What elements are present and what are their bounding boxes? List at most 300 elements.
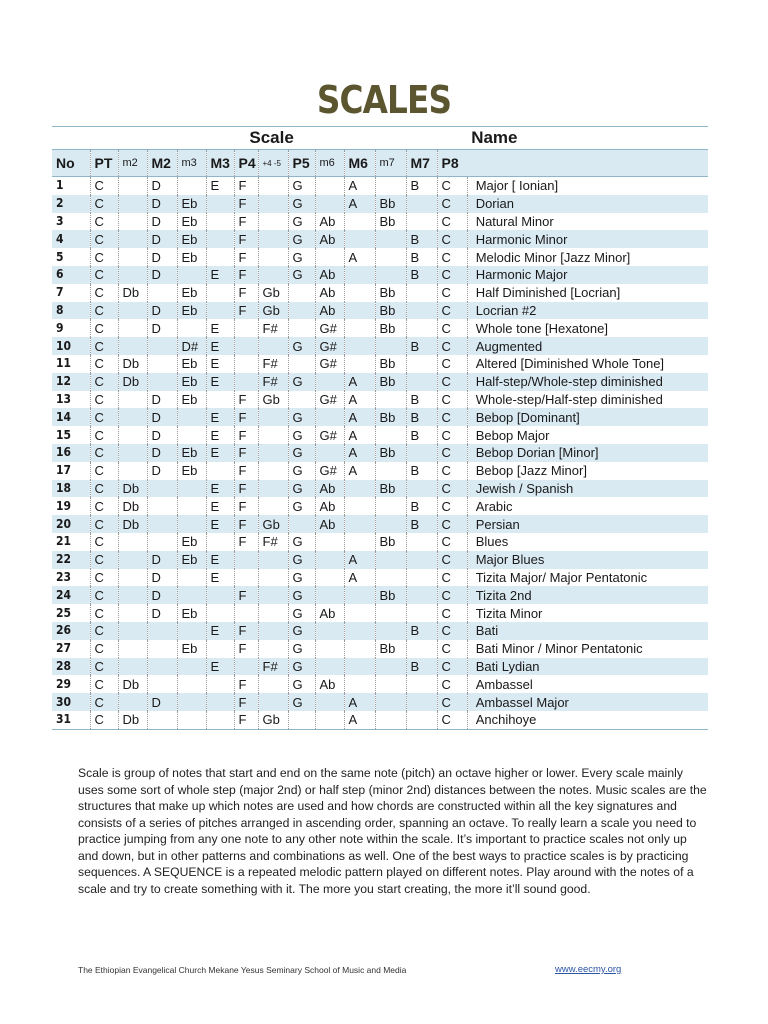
- table-row: [52, 195, 708, 213]
- note-cell: [177, 586, 206, 604]
- scale-name: Major [ Ionian]: [467, 177, 708, 195]
- note-cell: G: [288, 640, 315, 658]
- note-cell: G: [288, 248, 315, 266]
- note-cell: [258, 551, 288, 569]
- note-cell: [288, 515, 315, 533]
- note-cell: [118, 213, 147, 231]
- note-cell: [406, 302, 437, 320]
- note-cell: [406, 675, 437, 693]
- note-cell: [206, 675, 234, 693]
- row-number: 6: [52, 266, 90, 284]
- row-number: 12: [52, 373, 90, 391]
- note-cell: G: [288, 195, 315, 213]
- note-cell: B: [406, 248, 437, 266]
- scale-name: Bebop Major: [467, 426, 708, 444]
- note-cell: [375, 711, 406, 729]
- note-cell: [258, 640, 288, 658]
- table-row: [52, 355, 708, 373]
- note-cell: B: [406, 622, 437, 640]
- row-number: 16: [52, 444, 90, 462]
- footer-website-link[interactable]: www.eecmy.org: [555, 964, 622, 975]
- scale-name: Bebop Dorian [Minor]: [467, 444, 708, 462]
- note-cell: Ab: [315, 480, 344, 498]
- note-cell: [344, 622, 375, 640]
- note-cell: [406, 586, 437, 604]
- note-cell: G: [288, 213, 315, 231]
- note-cell: [177, 480, 206, 498]
- note-cell: Gb: [258, 515, 288, 533]
- note-cell: [375, 266, 406, 284]
- note-cell: G: [288, 408, 315, 426]
- note-cell: [406, 373, 437, 391]
- note-cell: C: [437, 693, 467, 711]
- note-cell: [147, 658, 177, 676]
- note-cell: [177, 177, 206, 195]
- note-cell: Gb: [258, 711, 288, 729]
- scale-name: Tizita 2nd: [467, 586, 708, 604]
- note-cell: F: [234, 711, 258, 729]
- note-cell: F: [234, 408, 258, 426]
- note-cell: [344, 480, 375, 498]
- header-cell: [467, 150, 708, 177]
- note-cell: Ab: [315, 515, 344, 533]
- note-cell: [234, 569, 258, 587]
- note-cell: [118, 248, 147, 266]
- note-cell: [118, 408, 147, 426]
- footer-organization: The Ethiopian Evangelical Church Mekane Yesus Seminary School of Music and Media: [78, 965, 407, 975]
- note-cell: F: [234, 622, 258, 640]
- note-cell: [177, 675, 206, 693]
- note-cell: [147, 640, 177, 658]
- note-cell: [406, 604, 437, 622]
- note-cell: D: [147, 213, 177, 231]
- note-cell: Db: [118, 675, 147, 693]
- note-cell: A: [344, 408, 375, 426]
- header-cell: M7: [406, 150, 437, 177]
- note-cell: D: [147, 693, 177, 711]
- note-cell: E: [206, 622, 234, 640]
- note-cell: C: [90, 533, 118, 551]
- note-cell: D: [147, 462, 177, 480]
- note-cell: B: [406, 230, 437, 248]
- row-number: 9: [56, 320, 64, 335]
- note-cell: D: [147, 177, 177, 195]
- note-cell: [118, 462, 147, 480]
- table-row: [52, 480, 708, 498]
- note-cell: [258, 408, 288, 426]
- note-cell: Gb: [258, 302, 288, 320]
- note-cell: C: [90, 675, 118, 693]
- table-row: [52, 444, 708, 462]
- note-cell: G: [288, 586, 315, 604]
- row-number: 25: [56, 605, 72, 620]
- note-cell: A: [344, 373, 375, 391]
- note-cell: [375, 658, 406, 676]
- note-cell: [288, 319, 315, 337]
- scale-name: Bebop [Jazz Minor]: [467, 462, 708, 480]
- note-cell: [315, 551, 344, 569]
- note-cell: [315, 711, 344, 729]
- note-cell: C: [437, 248, 467, 266]
- table-row: [52, 230, 708, 248]
- note-cell: Gb: [258, 284, 288, 302]
- note-cell: [118, 604, 147, 622]
- header-cell: M6: [344, 150, 375, 177]
- note-cell: B: [406, 426, 437, 444]
- header-cell: M3: [206, 150, 234, 177]
- note-cell: [375, 551, 406, 569]
- note-cell: C: [90, 426, 118, 444]
- note-cell: F: [234, 693, 258, 711]
- table-row: [52, 426, 708, 444]
- note-cell: A: [344, 248, 375, 266]
- table-row: [52, 551, 708, 569]
- header-cell: P5: [288, 150, 315, 177]
- note-cell: E: [206, 551, 234, 569]
- note-cell: Ab: [315, 230, 344, 248]
- note-cell: [258, 266, 288, 284]
- scales-table-body: [52, 177, 708, 730]
- note-cell: [406, 355, 437, 373]
- note-cell: F#: [258, 533, 288, 551]
- note-cell: [118, 337, 147, 355]
- note-cell: F: [234, 213, 258, 231]
- row-number: 2: [52, 195, 90, 213]
- row-number: 5: [56, 249, 64, 264]
- note-cell: [258, 177, 288, 195]
- note-cell: [118, 230, 147, 248]
- note-cell: A: [344, 693, 375, 711]
- note-cell: Bb: [375, 408, 406, 426]
- header-cell: m6: [315, 150, 344, 177]
- note-cell: [177, 569, 206, 587]
- note-cell: C: [90, 693, 118, 711]
- scale-name: Altered [Diminished Whole Tone]: [467, 355, 708, 373]
- note-cell: E: [206, 658, 234, 676]
- note-cell: C: [437, 462, 467, 480]
- scale-name: Tizita Major/ Major Pentatonic: [467, 569, 708, 587]
- header-cell: P4: [234, 150, 258, 177]
- note-cell: Db: [118, 515, 147, 533]
- note-cell: [288, 391, 315, 409]
- note-cell: [315, 533, 344, 551]
- note-cell: Eb: [177, 604, 206, 622]
- table-band-row: [52, 127, 708, 150]
- table-row: [52, 337, 708, 355]
- note-cell: C: [437, 177, 467, 195]
- note-cell: G: [288, 373, 315, 391]
- note-cell: [177, 693, 206, 711]
- note-cell: E: [206, 426, 234, 444]
- note-cell: [206, 604, 234, 622]
- note-cell: E: [206, 444, 234, 462]
- table-row: [52, 675, 708, 693]
- note-cell: C: [437, 373, 467, 391]
- note-cell: Db: [118, 284, 147, 302]
- scale-name: Persian: [467, 515, 708, 533]
- note-cell: [344, 658, 375, 676]
- row-number: 18: [52, 480, 90, 498]
- note-cell: C: [437, 195, 467, 213]
- note-cell: D: [147, 266, 177, 284]
- note-cell: F#: [258, 355, 288, 373]
- note-cell: [177, 658, 206, 676]
- scale-name: Natural Minor: [467, 213, 708, 231]
- note-cell: [315, 408, 344, 426]
- note-cell: F: [234, 640, 258, 658]
- note-cell: C: [437, 551, 467, 569]
- note-cell: E: [206, 408, 234, 426]
- note-cell: C: [437, 302, 467, 320]
- header-cell: PT: [90, 150, 118, 177]
- note-cell: [206, 302, 234, 320]
- scale-name: Harmonic Minor: [467, 230, 708, 248]
- row-number: 7: [56, 285, 64, 300]
- note-cell: [344, 230, 375, 248]
- note-cell: [206, 462, 234, 480]
- note-cell: A: [344, 462, 375, 480]
- note-cell: G: [288, 658, 315, 676]
- note-cell: [147, 373, 177, 391]
- note-cell: Gb: [258, 391, 288, 409]
- note-cell: [344, 319, 375, 337]
- note-cell: [344, 586, 375, 604]
- note-cell: B: [406, 462, 437, 480]
- note-cell: [118, 302, 147, 320]
- note-cell: [177, 319, 206, 337]
- note-cell: C: [90, 284, 118, 302]
- note-cell: [315, 569, 344, 587]
- note-cell: G: [288, 675, 315, 693]
- note-cell: D: [147, 569, 177, 587]
- note-cell: Eb: [177, 195, 206, 213]
- note-cell: [234, 551, 258, 569]
- note-cell: C: [90, 569, 118, 587]
- note-cell: Eb: [177, 444, 206, 462]
- note-cell: [258, 462, 288, 480]
- note-cell: [288, 711, 315, 729]
- note-cell: [118, 177, 147, 195]
- note-cell: Ab: [315, 213, 344, 231]
- note-cell: [258, 230, 288, 248]
- note-cell: G: [288, 551, 315, 569]
- note-cell: [344, 604, 375, 622]
- note-cell: Ab: [315, 497, 344, 515]
- scale-name: Bebop [Dominant]: [467, 408, 708, 426]
- table-row: [52, 533, 708, 551]
- note-cell: [118, 444, 147, 462]
- note-cell: [375, 675, 406, 693]
- note-cell: D: [147, 408, 177, 426]
- table-row: [52, 319, 708, 337]
- table-row: [52, 658, 708, 676]
- note-cell: G: [288, 497, 315, 515]
- scale-name: Whole-step/Half-step diminished: [467, 391, 708, 409]
- note-cell: F: [234, 195, 258, 213]
- table-row: [52, 266, 708, 284]
- table-row: [52, 497, 708, 515]
- note-cell: [288, 302, 315, 320]
- note-cell: [315, 658, 344, 676]
- note-cell: C: [437, 266, 467, 284]
- note-cell: C: [437, 319, 467, 337]
- note-cell: [147, 480, 177, 498]
- note-cell: G: [288, 426, 315, 444]
- note-cell: G#: [315, 355, 344, 373]
- note-cell: [206, 711, 234, 729]
- note-cell: C: [90, 515, 118, 533]
- note-cell: [288, 284, 315, 302]
- note-cell: [315, 640, 344, 658]
- note-cell: [315, 177, 344, 195]
- note-cell: [258, 195, 288, 213]
- note-cell: [258, 622, 288, 640]
- row-number: 14: [52, 408, 90, 426]
- note-cell: [375, 604, 406, 622]
- note-cell: Ab: [315, 604, 344, 622]
- note-cell: [177, 408, 206, 426]
- scale-name: Locrian #2: [467, 302, 708, 320]
- header-cell: M2: [147, 150, 177, 177]
- note-cell: Bb: [375, 319, 406, 337]
- note-cell: C: [437, 337, 467, 355]
- note-cell: [406, 533, 437, 551]
- note-cell: [258, 693, 288, 711]
- note-cell: [147, 337, 177, 355]
- note-cell: [177, 426, 206, 444]
- note-cell: [406, 319, 437, 337]
- scale-name: Ambassel Major: [467, 693, 708, 711]
- note-cell: E: [206, 569, 234, 587]
- note-cell: [234, 604, 258, 622]
- note-cell: [258, 426, 288, 444]
- row-number: 17: [56, 463, 72, 478]
- description-paragraph: Scale is group of notes that start and end on the same note (pitch) an octave higher or lower. Every scale mainly uses some sort of whole step (major 2nd) or half step (minor 2nd) distances between the notes. Music scales are the structures that make up which notes are used and how chords are constructed within all the key signatures and consists of a series of pitches arranged in ascending order, spanning an octave. To really learn a scale you need to practice jumping from any one note to any other note within the scale. It’s important to practice scales not only up and down, but in other patterns and combinations as well. One of the best ways to practice scales is by practicing sequences. A SEQUENCE is a repeated melodic pattern played on different notes. Play around with the notes of a scale and try to create something with it. The more you start creating, the more it’ll sound good.: [78, 766, 707, 896]
- note-cell: Ab: [315, 302, 344, 320]
- note-cell: G: [288, 693, 315, 711]
- note-cell: [147, 497, 177, 515]
- note-cell: C: [437, 213, 467, 231]
- note-cell: C: [90, 444, 118, 462]
- note-cell: [206, 248, 234, 266]
- note-cell: [406, 569, 437, 587]
- note-cell: C: [90, 622, 118, 640]
- note-cell: C: [437, 355, 467, 373]
- note-cell: B: [406, 658, 437, 676]
- note-cell: C: [90, 177, 118, 195]
- row-number: 24: [52, 586, 90, 604]
- note-cell: Bb: [375, 640, 406, 658]
- table-row: [52, 391, 708, 409]
- row-number: 13: [56, 391, 72, 406]
- note-cell: Ab: [315, 266, 344, 284]
- note-cell: D#: [177, 337, 206, 355]
- row-number: 1: [56, 178, 64, 193]
- note-cell: [147, 284, 177, 302]
- row-number: 30: [52, 693, 90, 711]
- note-cell: [118, 640, 147, 658]
- note-cell: [375, 497, 406, 515]
- note-cell: [118, 658, 147, 676]
- note-cell: Bb: [375, 302, 406, 320]
- note-cell: [206, 586, 234, 604]
- note-cell: [147, 355, 177, 373]
- note-cell: B: [406, 515, 437, 533]
- note-cell: [118, 266, 147, 284]
- note-cell: [206, 230, 234, 248]
- note-cell: Eb: [177, 391, 206, 409]
- note-cell: D: [147, 230, 177, 248]
- note-cell: C: [90, 551, 118, 569]
- note-cell: Eb: [177, 551, 206, 569]
- note-cell: [344, 266, 375, 284]
- note-cell: [406, 711, 437, 729]
- note-cell: B: [406, 408, 437, 426]
- note-cell: [315, 586, 344, 604]
- scale-name: Bati: [467, 622, 708, 640]
- note-cell: E: [206, 319, 234, 337]
- header-cell: m3: [177, 150, 206, 177]
- note-cell: C: [437, 497, 467, 515]
- note-cell: [315, 248, 344, 266]
- note-cell: C: [437, 711, 467, 729]
- note-cell: [315, 622, 344, 640]
- note-cell: [375, 515, 406, 533]
- scale-name: Anchihoye: [467, 711, 708, 729]
- note-cell: [177, 711, 206, 729]
- note-cell: [147, 711, 177, 729]
- note-cell: [234, 373, 258, 391]
- row-number: 29: [56, 676, 72, 691]
- note-cell: E: [206, 266, 234, 284]
- note-cell: D: [147, 426, 177, 444]
- note-cell: C: [90, 195, 118, 213]
- note-cell: F: [234, 230, 258, 248]
- note-cell: [315, 444, 344, 462]
- note-cell: [406, 693, 437, 711]
- note-cell: [206, 195, 234, 213]
- note-cell: E: [206, 355, 234, 373]
- note-cell: [206, 533, 234, 551]
- note-cell: F: [234, 248, 258, 266]
- note-cell: [344, 675, 375, 693]
- note-cell: [118, 533, 147, 551]
- row-number: 11: [56, 356, 72, 371]
- table-row: [52, 408, 708, 426]
- note-cell: [375, 569, 406, 587]
- note-cell: [234, 337, 258, 355]
- note-cell: [258, 604, 288, 622]
- table-row: [52, 213, 708, 231]
- note-cell: B: [406, 337, 437, 355]
- table-row: [52, 177, 708, 195]
- note-cell: F: [234, 497, 258, 515]
- row-number: 22: [52, 551, 90, 569]
- note-cell: Eb: [177, 355, 206, 373]
- note-cell: C: [437, 586, 467, 604]
- note-cell: [258, 569, 288, 587]
- note-cell: C: [90, 462, 118, 480]
- note-cell: [375, 622, 406, 640]
- table-row: [52, 569, 708, 587]
- table-row: [52, 586, 708, 604]
- note-cell: [406, 195, 437, 213]
- note-cell: [258, 586, 288, 604]
- note-cell: C: [437, 622, 467, 640]
- table-row: [52, 373, 708, 391]
- note-cell: D: [147, 302, 177, 320]
- note-cell: G#: [315, 337, 344, 355]
